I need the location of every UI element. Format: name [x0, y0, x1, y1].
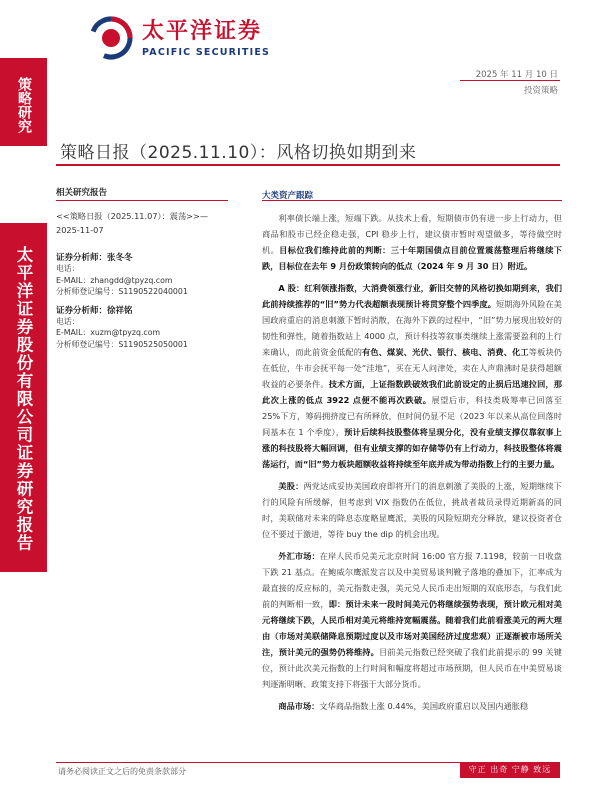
company-logo	[88, 15, 270, 61]
analyst-registration: 分析师登记编号：S1190522040001	[56, 287, 188, 296]
footer-motto: 守正 出奇 宁静 致远	[460, 762, 560, 778]
analyst-name: 证券分析师：张冬冬	[56, 253, 133, 263]
logo-text-cn: 太平洋证券	[142, 18, 263, 44]
commodities-text: 文华商品指数上涨 0.44%，美国政府重启以及国内通胀稳	[319, 701, 529, 711]
analyst-phone: 电话：	[56, 264, 80, 273]
sidebar-company-label: 太平洋证券股份有限公司证券研究报告	[14, 245, 33, 552]
paragraph-us-stocks	[262, 478, 562, 542]
report-date-text: 2025 年 11 月 10 日	[475, 70, 558, 80]
main-content	[262, 188, 562, 720]
paragraph-commodities	[262, 698, 562, 714]
sidebar-category-label: 策略研究	[16, 77, 32, 133]
us-stocks-text: 两党达成妥协美国政府即将开门的消息刺激了美股的上涨，短期继续下行的风险有所缓解，但考虑到 VIX 指数仍在低位，挑战者裁员录得近期新高的同时，美联储对未来的降息态度略显鹰派，美股的风险短期充分释放，建议投资者仓位不要过于激进，等待 buy the dip 的机会出现。	[262, 481, 562, 539]
sidebar-category-block	[0, 58, 47, 146]
title-divider	[56, 164, 560, 166]
report-category: 投资策略	[523, 86, 558, 96]
analyst-registration: 分析师登记编号：S1190525050001	[56, 339, 188, 349]
fx-text-2: 目前美元指数已经突破了我们此前提示的 99 关键位，预计此次美元指数的上行时间和幅度将超过市场预期，但人民币在中美贸易谈判逐渐明晰、政策支持下将强于大部分货币。	[262, 647, 562, 689]
a-shares-text-2: 等板块仍在低位，牛市会抚平每一处“洼地”，买在无人问津处，卖在人声鼎沸时是获得超额收益的必要条件。	[262, 347, 562, 389]
fx-label: 外汇市场：	[278, 551, 320, 561]
us-stocks-label: 美股：	[278, 481, 304, 491]
a-shares-sectors: 有色、煤炭、光伏、银行、核电、消费、化工	[362, 347, 529, 357]
page-title: 策略日报（2025.11.10）：风格切换如期到来	[60, 143, 417, 163]
sidebar-company-block	[0, 223, 47, 572]
header-divider	[460, 80, 560, 81]
analyst-phone: 电话：	[56, 316, 80, 326]
analyst-block-2	[56, 304, 228, 351]
footer-disclaimer: 请务必阅读正文之后的免责条款部分	[58, 767, 186, 776]
a-shares-outlook: 展望后市，科技类吸筹率已回落至 25%下方，筹码拥挤度已有所释放，但时间仍显不足（2023 年以来从高位回落时间基本在 1 个季度），	[262, 395, 562, 437]
fx-text: 在岸人民币兑美元北京时间 16:00 官方报 7.1198，较前一日收盘下跌 21 基点。在鲍威尔鹰派发言以及中美贸易谈判靴子落地的叠加下，汇率成为最直接的反应标的，美元指数走强，美元兑人民币走出短期的双底形态，与我们此前的判断相一致，	[262, 551, 562, 609]
bonds-target-text: 目标位我们维持此前的判断：三十年期国债点目前位置震荡整理后将继续下跌，目标位在去年 9 月份政策转向的低点（2024 年 9 月 30 日）附近。	[262, 245, 562, 271]
logo-text-en: PACIFIC SECURITIES	[142, 46, 271, 58]
related-reports-heading: 相关研究报告	[56, 188, 108, 198]
a-shares-summary: 红利领涨指数，大消费领涨行业，新旧交替的风格切换如期到来，我们此前持续推荐的“旧”势力代表超额表现预计将贯穿整个四季度。	[262, 283, 562, 309]
fx-forecast: 即：预计未来一段时间美元仍将继续强势表现，预计欧元相对美元将继续下跌，人民币相对美元将维持宽幅震荡。随着我们此前看涨美元的两大理由（市场对美联储降息预期过度以及市场对美国经济过度悲观）正逐渐被市场所关注，预计美元的强势仍将维持。	[262, 599, 562, 657]
left-column	[56, 186, 228, 350]
section-heading: 大类资产跟踪	[262, 191, 314, 201]
paragraph-fx	[262, 548, 562, 692]
analyst-email[interactable]: E-MAIL：xuzm@tpyzq.com	[56, 328, 161, 337]
bonds-text: 利率债长端上涨，短端下跌。从技术上看，短期债市仍有进一步上行动力，但商品和股市已经企稳走强，CPI 稳步上行，建议债市暂时观望做多，等待做空时机。	[262, 213, 562, 255]
a-shares-label: A 股：	[278, 283, 305, 293]
a-shares-forecast: 预计后续科技股整体将呈现分化，没有业绩支撑仅靠叙事上涨的科技股将大幅回调，但有业绩支撑的如存储等仍有上行动力，科技股整体将震荡运行，而“旧”势力板块超额收益将持续至年底并成为带动指数上行的主要力量。	[262, 427, 562, 469]
analyst-email[interactable]: E-MAIL：zhangdd@tpyzq.com	[56, 275, 173, 285]
paragraph-bonds	[262, 210, 562, 274]
paragraph-a-shares	[262, 280, 562, 472]
report-date	[476, 68, 558, 80]
sidebar	[0, 0, 47, 792]
a-shares-text: 短期海外风险在美国政府重启的消息刺激下暂时消散，在海外下跌的过程中，“旧”势力展现出较好的韧性和弹性，随着指数站上 4000 点，预计科技等叙事类继续上涨需要盈利的上行来确认，而此前资金低配的	[262, 299, 562, 357]
logo-mark-icon	[88, 15, 134, 61]
a-shares-technical: 技术方面，上证指数跌破效我们此前设定的止损后迅速拉回，那此次上涨的低点 3922 点便不能再次跌破。	[262, 379, 562, 405]
related-report-link[interactable]: <<策略日报（2025.11.07）：震荡>>—2025-11-07	[56, 211, 209, 235]
analyst-block-1	[56, 251, 228, 298]
analyst-name: 证券分析师：徐祥铭	[56, 305, 133, 316]
commodities-label: 商品市场：	[278, 701, 320, 711]
related-reports-divider	[56, 200, 228, 201]
